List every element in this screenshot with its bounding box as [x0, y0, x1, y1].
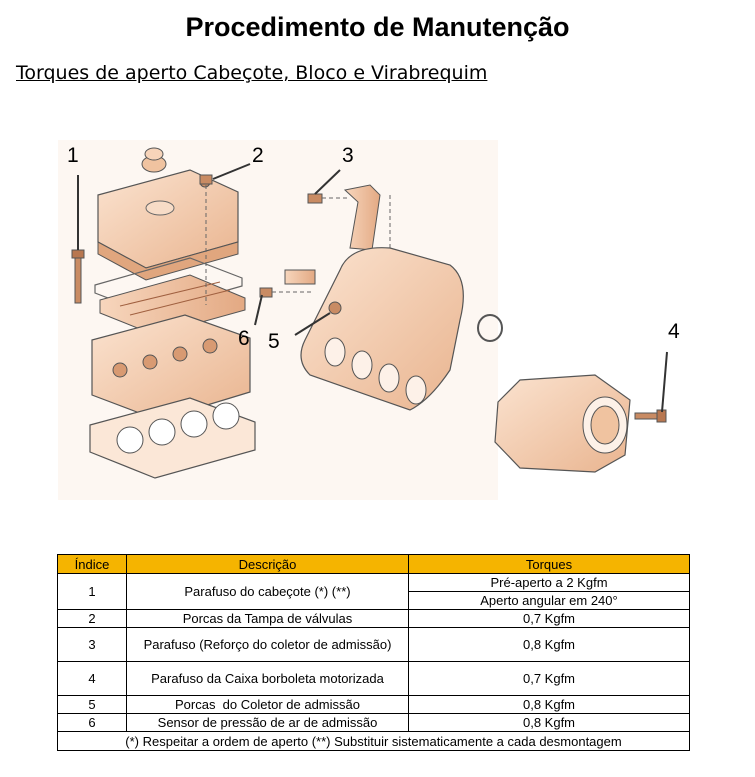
- table-row: [58, 610, 690, 628]
- table-row: [58, 574, 690, 592]
- callout-1: 1: [67, 144, 79, 167]
- table-row: [58, 714, 690, 732]
- row-description: Porcas do Coletor de admissão: [127, 696, 409, 714]
- callout-3: 3: [342, 144, 354, 167]
- callout-4: 4: [668, 320, 680, 343]
- table-footnote: (*) Respeitar a ordem de aperto (**) Substituir sistematicamente a cada desmontagem: [58, 732, 690, 751]
- row-torque: Aperto angular em 240°: [409, 592, 690, 610]
- row-index: 4: [58, 662, 127, 696]
- row-description: Porcas da Tampa de válvulas: [127, 610, 409, 628]
- row-description: Parafuso do cabeçote (*) (**): [127, 574, 409, 610]
- row-index: 6: [58, 714, 127, 732]
- row-torque: 0,8 Kgfm: [409, 714, 690, 732]
- col-header-torque: Torques: [409, 555, 690, 574]
- col-header-description: Descrição: [127, 555, 409, 574]
- exploded-engine-diagram: [50, 130, 700, 510]
- col-header-index: Índice: [58, 555, 127, 574]
- row-index: 5: [58, 696, 127, 714]
- table-row: [58, 662, 690, 696]
- section-subtitle: Torques de aperto Cabeçote, Bloco e Virabrequim: [16, 62, 488, 84]
- row-torque: 0,8 Kgfm: [409, 628, 690, 662]
- table-header-row: [58, 555, 690, 574]
- callout-6: 6: [238, 327, 250, 350]
- callout-5: 5: [268, 330, 280, 353]
- callout-2: 2: [252, 144, 264, 167]
- row-torque: 0,8 Kgfm: [409, 696, 690, 714]
- row-description: Parafuso da Caixa borboleta motorizada: [127, 662, 409, 696]
- table-row: [58, 696, 690, 714]
- row-torque: Pré-aperto a 2 Kgfm: [409, 574, 690, 592]
- row-torque: 0,7 Kgfm: [409, 610, 690, 628]
- row-index: 2: [58, 610, 127, 628]
- table-footnote-row: [58, 732, 690, 751]
- row-description: Sensor de pressão de ar de admissão: [127, 714, 409, 732]
- row-index: 1: [58, 574, 127, 610]
- throttle-body: [495, 375, 630, 472]
- row-torque: 0,7 Kgfm: [409, 662, 690, 696]
- page-title: Procedimento de Manutenção: [185, 12, 570, 42]
- torque-table: [57, 554, 690, 751]
- row-description: Parafuso (Reforço do coletor de admissão): [127, 628, 409, 662]
- row-index: 3: [58, 628, 127, 662]
- table-row: [58, 628, 690, 662]
